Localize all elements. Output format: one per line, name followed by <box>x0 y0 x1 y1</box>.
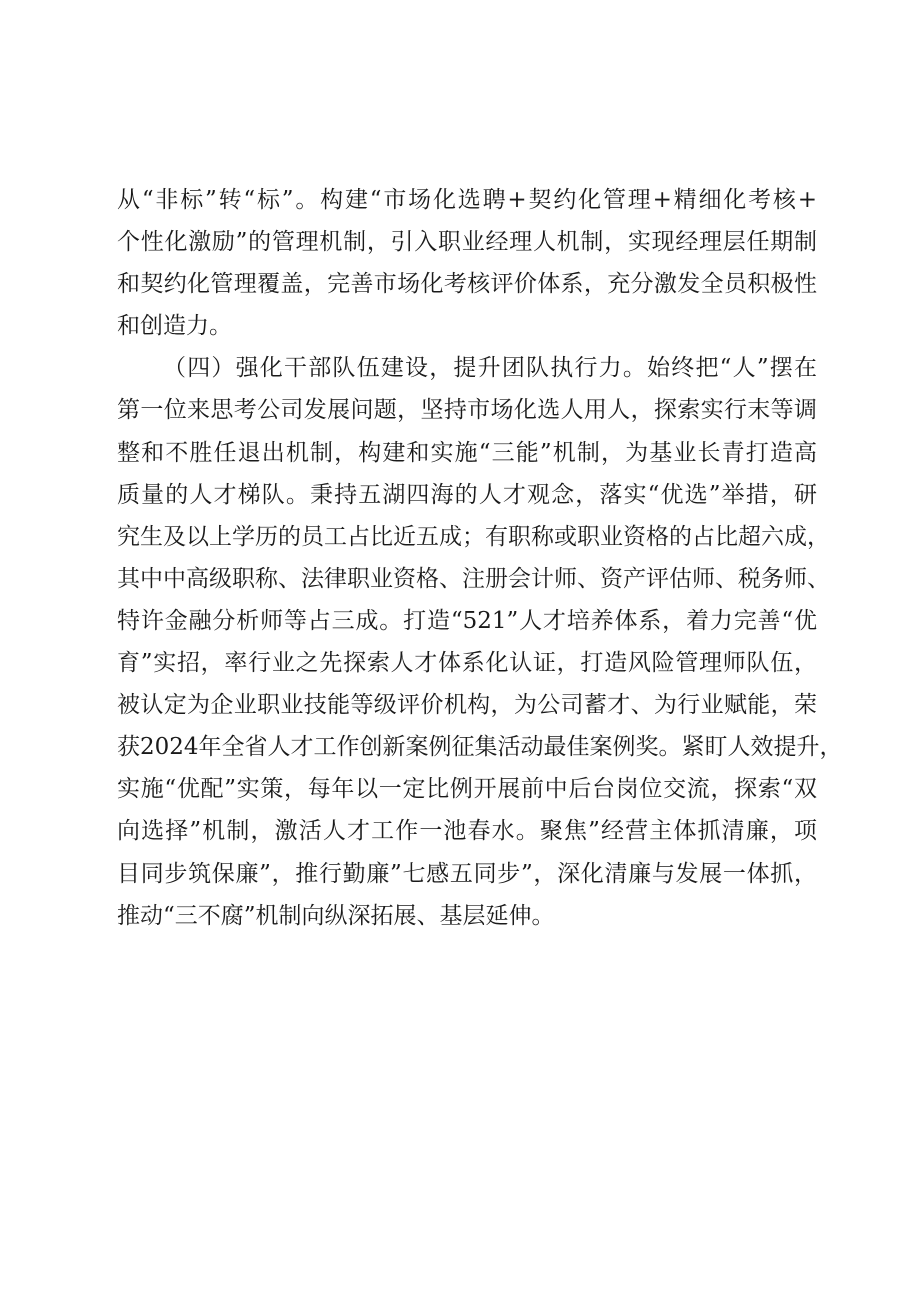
text-line: 向选择”机制，激活人才工作一池春水。聚焦”经营主体抓清廉，项 <box>117 818 817 845</box>
text-line: 育”实招，率行业之先探索人才体系化认证，打造风险管理师队伍， <box>117 650 817 677</box>
text-line: 和契约化管理覆盖，完善市场化考核评价体系，充分激发全员积极性 <box>117 271 817 298</box>
text-line: 究生及以上学历的员工占比近五成；有职称或职业资格的占比超六成， <box>117 523 830 550</box>
section-heading-line: （四）强化干部队伍建设，提升团队执行力。始终把“人”摆在 <box>163 355 817 382</box>
text-line: 被认定为企业职业技能等级评价机构，为公司蓄才、为行业赋能，荣 <box>117 692 817 719</box>
body-text <box>117 179 843 937</box>
text-line: 获2024年全省人才工作创新案例征集活动最佳案例奖。紧盯人效提升， <box>117 734 843 761</box>
text-line: 实施“优配”实策，每年以一定比例开展前中后台岗位交流，探索“双 <box>117 776 817 803</box>
text-line: 整和不胜任退出机制，构建和实施“三能”机制，为基业长青打造高 <box>117 439 817 466</box>
text-line: 质量的人才梯队。秉持五湖四海的人才观念，落实“优选”举措，研 <box>117 481 817 508</box>
text-line: 和创造力。 <box>117 313 232 340</box>
text-line: 个性化激励”的管理机制，引入职业经理人机制，实现经理层任期制 <box>117 229 817 256</box>
text-line: 其中中高级职称、法律职业资格、注册会计师、资产评估师、税务师、 <box>117 565 830 592</box>
text-line: 从“非标”转“标”。构建“市场化选聘+契约化管理+精细化考核+ <box>117 187 817 213</box>
text-line: 第一位来思考公司发展问题，坚持市场化选人用人，探索实行末等调 <box>117 397 817 424</box>
text-line: 特许金融分析师等占三成。打造“521”人才培养体系，着力完善“优 <box>117 607 817 634</box>
text-line: 推动“三不腐”机制向纵深拓展、基层延伸。 <box>117 902 555 929</box>
text-line: 目同步筑保廉”，推行勤廉”七感五同步”，深化清廉与发展一体抓， <box>117 860 817 887</box>
